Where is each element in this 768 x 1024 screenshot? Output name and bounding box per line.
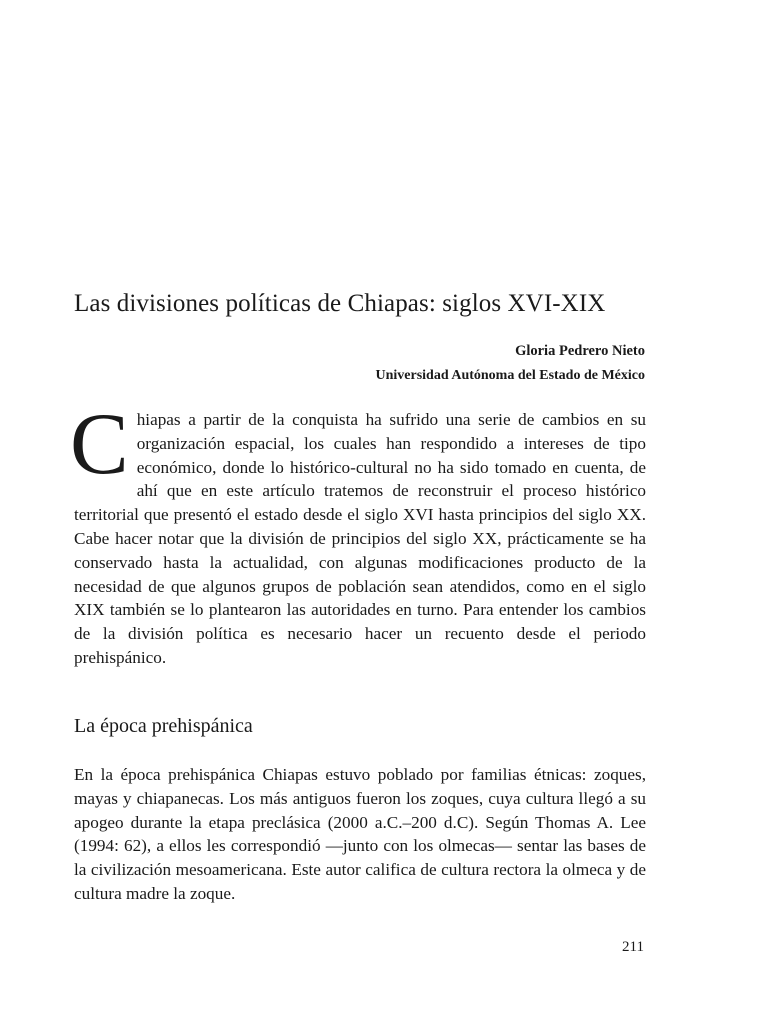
author-affiliation: Universidad Autónoma del Estado de México	[375, 368, 645, 383]
drop-cap: C	[70, 396, 129, 493]
intro-paragraph	[70, 396, 646, 670]
article-title: Las divisiones políticas de Chiapas: siglos XVI-XIX	[74, 290, 606, 317]
page-number: 211	[622, 939, 644, 955]
section-heading: La época prehispánica	[74, 715, 253, 737]
author-name: Gloria Pedrero Nieto	[515, 343, 645, 359]
section-paragraph: En la época prehispánica Chiapas estuvo poblado por familias étnicas: zoques, mayas y chiapanecas. Los más antiguos fueron los zoques, cuya cultura llegó a su apogeo durante la etapa preclásica (2000 a.C.–200 d.C). Según Thomas A. Lee (1994: 62), a ellos les correspondió —junto con los olmecas— sentar las bases de la civilización mesoamericana. Este autor califica de cultura rectora la olmeca y de cultura madre la zoque.	[74, 765, 646, 903]
intro-paragraph-text: hiapas a partir de la conquista ha sufrido una serie de cambios en su organización espacial, los cuales han respondido a intereses de tipo económico, donde lo histórico-cultural no ha sido tomado en cuenta, de ahí que en este artículo tratemos de reconstruir el proceso histórico territorial que presentó el estado desde el siglo XVI hasta principios del siglo XX. Cabe hacer notar que la división de principios del siglo XX, prácticamente se ha conservado hasta la actualidad, con algunas modificaciones producto de la necesidad de que algunos grupos de población sean atendidos, como en el siglo XIX también se lo plantearon las autoridades en turno. Para entender los cambios de la división política es necesario hacer un recuento desde el periodo prehispánico.	[74, 410, 646, 667]
